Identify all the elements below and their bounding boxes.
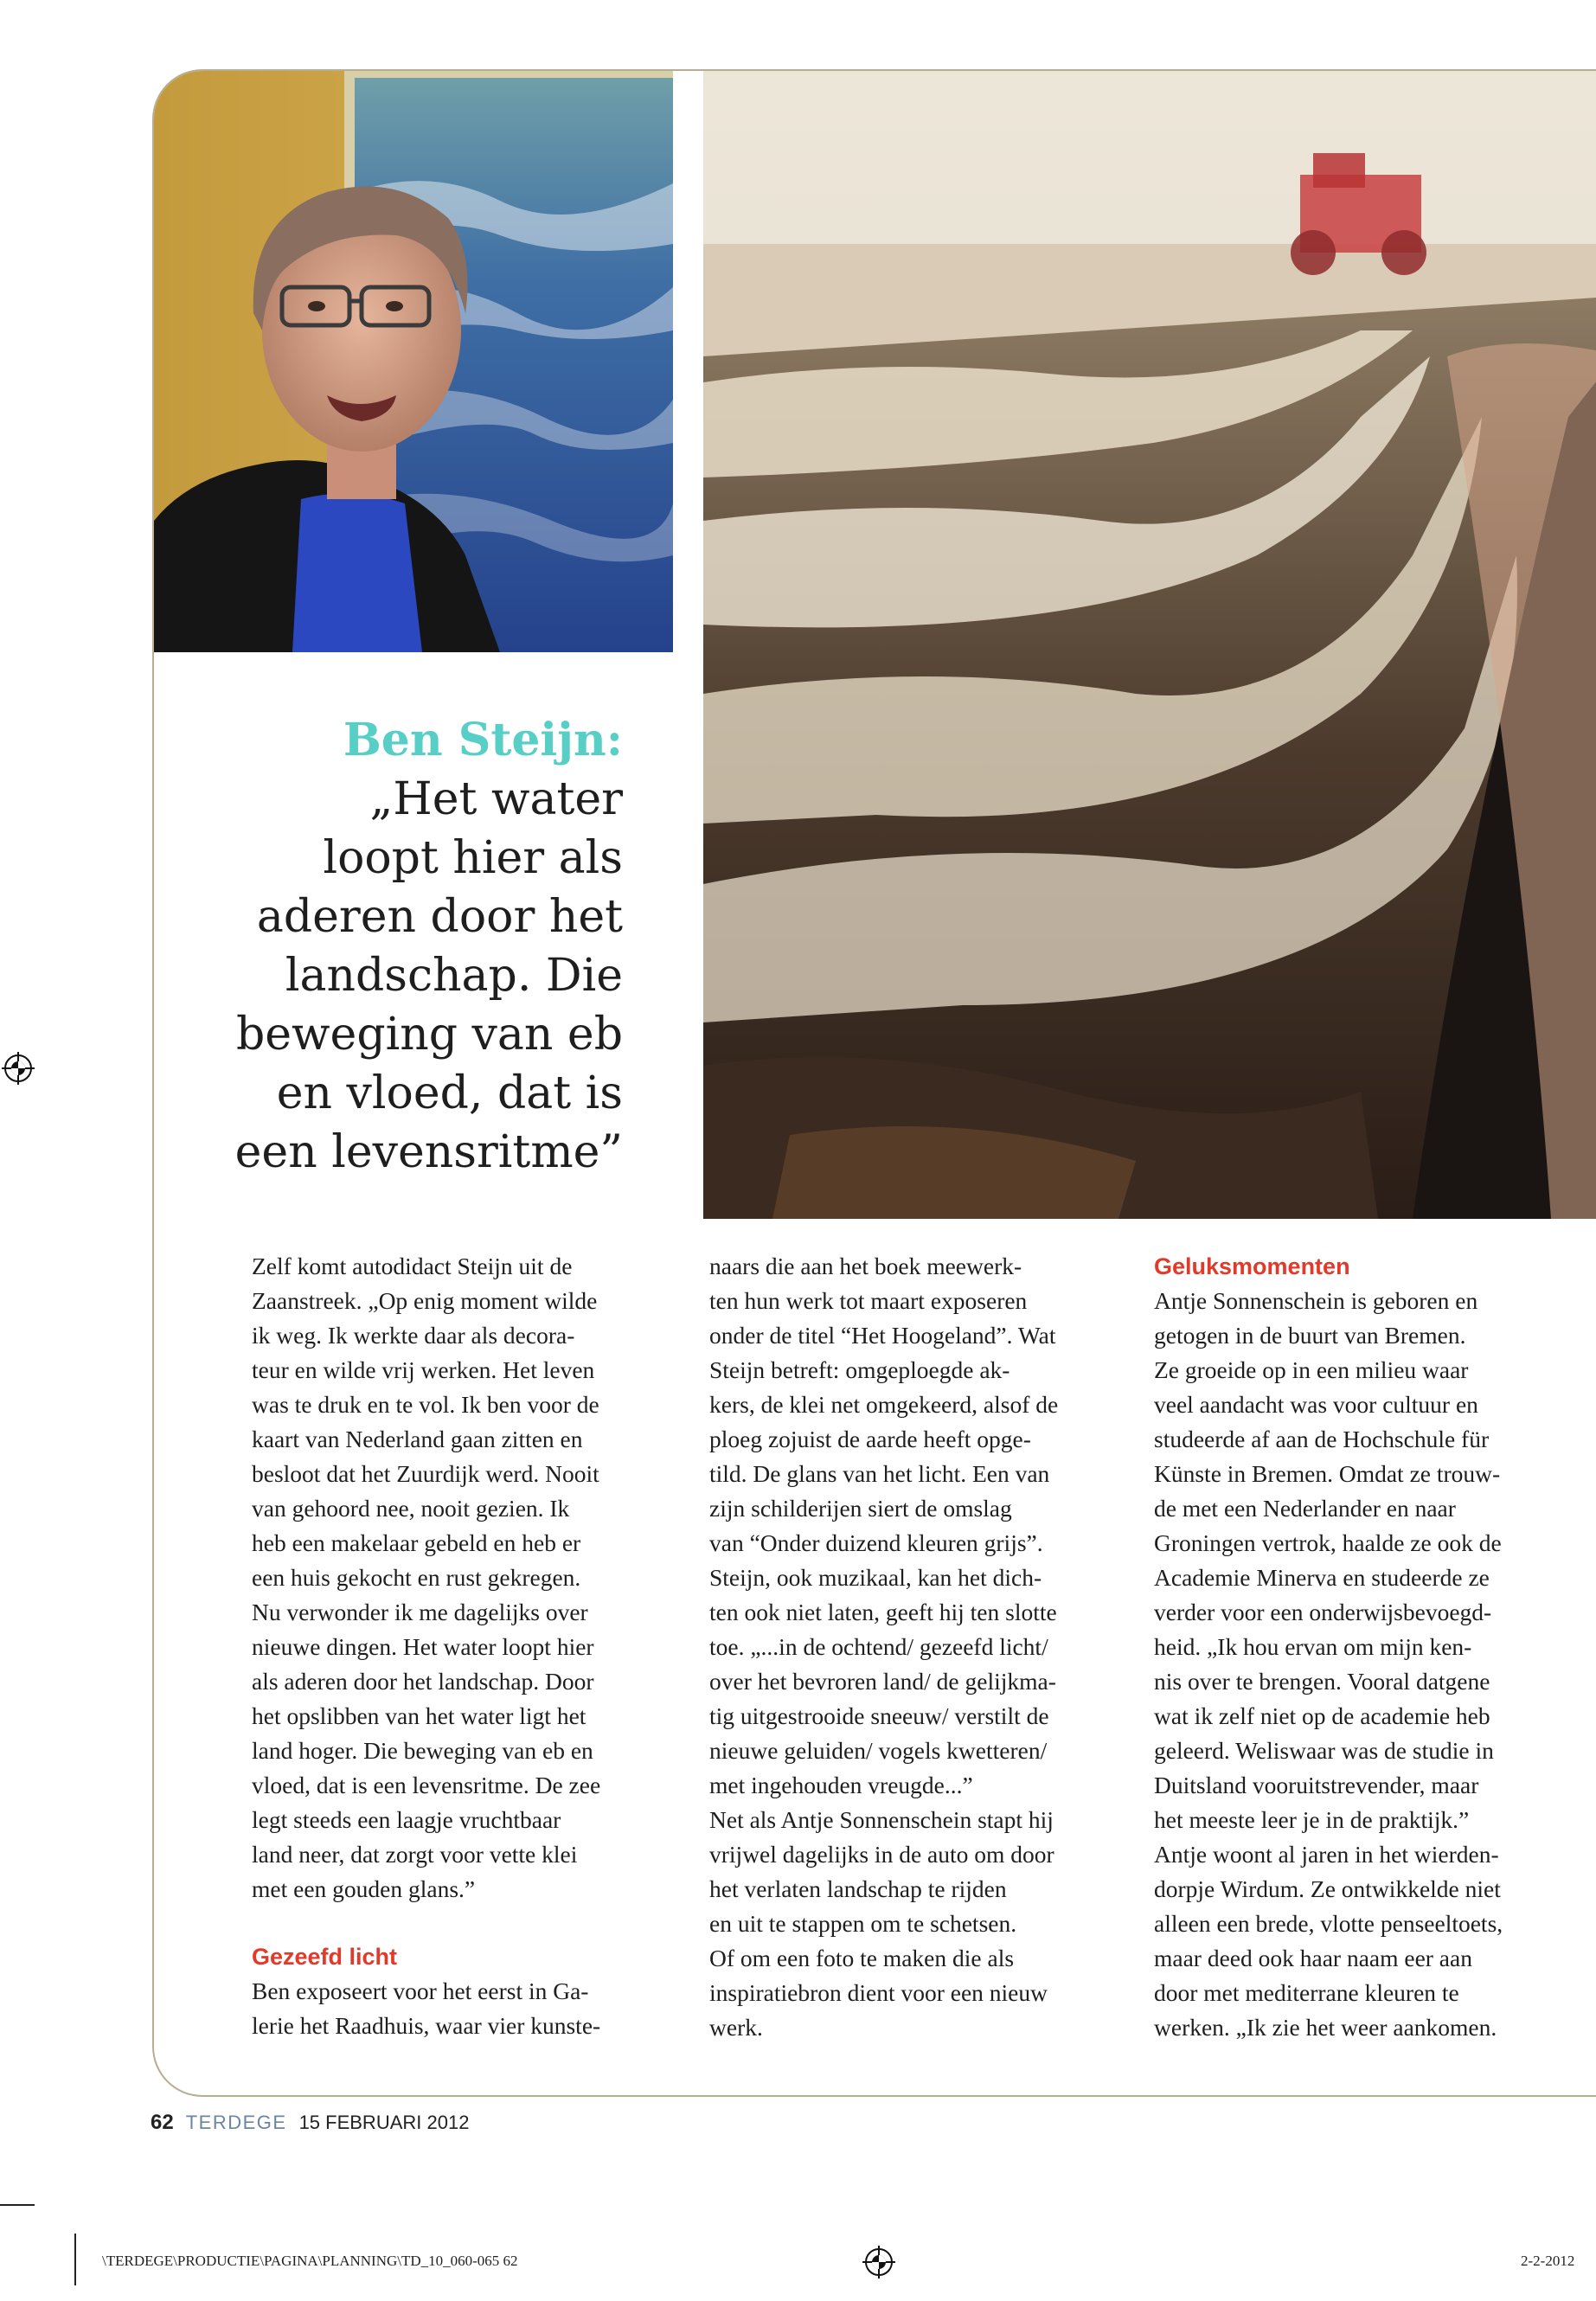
body-line: kers, de klei net omgekeerd, alsof de	[709, 1391, 1059, 1418]
body-line: geleerd. Weliswaar was de studie in	[1154, 1737, 1494, 1764]
quote-speaker: Ben Steijn:	[343, 714, 623, 766]
body-line: land hoger. Die beweging van eb en	[252, 1737, 593, 1764]
quote-line: „Het water	[369, 773, 623, 825]
body-line: het meeste leer je in de praktijk.”	[1154, 1806, 1470, 1833]
body-line: Künste in Bremen. Omdat ze trouw-	[1154, 1460, 1501, 1487]
body-line: Antje woont al jaren in het wierden-	[1154, 1841, 1499, 1868]
body-line: Net als Antje Sonnenschein stapt hij	[709, 1806, 1054, 1833]
quote-line: beweging van eb	[235, 1009, 623, 1061]
body-line: alleen een brede, vlotte penseeltoets,	[1154, 1910, 1503, 1937]
article-column-2	[709, 1249, 1146, 2045]
body-line: Zaanstreek. „Op enig moment wilde	[252, 1287, 598, 1314]
painting-illustration	[703, 71, 1596, 1219]
body-line: werk.	[709, 2014, 763, 2041]
body-line: teur en wilde vrij werken. Het leven	[252, 1356, 595, 1383]
pull-quote	[190, 711, 623, 1182]
body-line: Zelf komt autodidact Steijn uit de	[252, 1253, 573, 1279]
body-line: naars die aan het boek meewerk-	[709, 1253, 1022, 1279]
body-line: met een gouden glans.”	[252, 1875, 476, 1902]
body-line: door met mediterrane kleuren te	[1154, 1979, 1459, 2006]
body-line: verder voor een onderwijsbevoegd-	[1154, 1599, 1492, 1625]
paragraph-spacer	[252, 1907, 689, 1939]
magazine-name: TERDEGE	[185, 2112, 287, 2133]
print-slug-date: 2-2-2012	[1521, 2253, 1575, 2269]
body-line: Of om een foto te maken die als	[709, 1945, 1015, 1971]
body-line: Ze groeide op in een milieu waar	[1154, 1356, 1469, 1383]
body-line: dorpje Wirdum. Ze ontwikkelde niet	[1154, 1875, 1501, 1902]
body-line: heid. „Ik hou ervan om mijn ken-	[1154, 1633, 1472, 1660]
article-column-1	[252, 1249, 689, 2043]
body-line: kaart van Nederland gaan zitten en	[252, 1426, 583, 1452]
print-slug-path: \TERDEGE\PRODUCTIE\PAGINA\PLANNING\TD_10_060-065 62	[102, 2253, 518, 2269]
page-number: 62	[151, 2111, 174, 2134]
body-line: inspiratiebron dient voor een nieuw	[709, 1979, 1048, 2006]
body-line: Ben exposeert voor het eerst in Ga-	[252, 1977, 589, 2004]
page-footer	[151, 2111, 469, 2135]
body-line: Steijn, ook muzikaal, kan het dich-	[709, 1564, 1042, 1591]
body-line: nieuwe dingen. Het water loopt hier	[252, 1633, 594, 1660]
body-line: zijn schilderijen siert de omslag	[709, 1495, 1012, 1522]
body-line: het verlaten landschap te rijden	[709, 1875, 1007, 1902]
body-line: Duitsland vooruitstrevender, maar	[1154, 1772, 1479, 1798]
body-line: ten ook niet laten, geeft hij ten slotte	[709, 1599, 1057, 1625]
body-line: tig uitgestrooide sneeuw/ verstilt de	[709, 1702, 1049, 1729]
body-line: van gehoord nee, nooit gezien. Ik	[252, 1495, 570, 1522]
body-line: werken. „Ik zie het weer aankomen.	[1154, 2014, 1497, 2041]
body-line: de met een Nederlander en naar	[1154, 1495, 1456, 1522]
registration-mark-icon	[2, 1052, 35, 1085]
body-line: als aderen door het landschap. Door	[252, 1668, 594, 1695]
body-line: nieuwe geluiden/ vogels kwetteren/	[709, 1737, 1048, 1764]
body-line: getogen in de buurt van Bremen.	[1154, 1322, 1466, 1349]
body-line: onder de titel “Het Hoogeland”. Wat	[709, 1322, 1056, 1349]
body-line: Groningen vertrok, haalde ze ook de	[1154, 1529, 1502, 1556]
body-line: met ingehouden vreugde...”	[709, 1772, 973, 1798]
quote-line: en vloed, dat is	[276, 1067, 623, 1119]
trim-mark	[74, 2234, 76, 2285]
quote-line: een levensritme”	[234, 1126, 623, 1178]
body-line: heb een makelaar gebeld en heb er	[252, 1529, 581, 1556]
body-line: Academie Minerva en studeerde ze	[1154, 1564, 1490, 1591]
portrait-photo	[154, 71, 673, 652]
quote-line: aderen door het	[256, 891, 623, 943]
issue-date: 15 FEBRUARI 2012	[298, 2112, 470, 2133]
body-line: tild. De glans van het licht. Een van	[709, 1460, 1050, 1487]
body-line: legt steeds een laagje vruchtbaar	[252, 1806, 561, 1833]
trim-mark	[0, 2204, 35, 2206]
body-line: studeerde af aan de Hochschule für	[1154, 1426, 1490, 1452]
body-line: land neer, dat zorgt voor vette klei	[252, 1841, 578, 1868]
body-line: ik weg. Ik werkte daar als decora-	[252, 1322, 575, 1349]
body-line: wat ik zelf niet op de academie heb	[1154, 1702, 1490, 1729]
body-line: ploeg zojuist de aarde heeft opge-	[709, 1426, 1031, 1452]
subhead-gezeefd-licht: Gezeefd licht	[252, 1944, 398, 1970]
portrait-photo-illustration	[154, 71, 673, 652]
body-line: het opslibben van het water ligt het	[252, 1702, 586, 1729]
body-line: besloot dat het Zuurdijk werd. Nooit	[252, 1460, 599, 1487]
body-line: Nu verwonder ik me dagelijks over	[252, 1599, 588, 1625]
body-line: een huis gekocht en rust gekregen.	[252, 1564, 581, 1591]
body-line: ten hun werk tot maart exposeren	[709, 1287, 1028, 1314]
body-line: over het bevroren land/ de gelijkma-	[709, 1668, 1056, 1695]
article-column-3	[1154, 1249, 1591, 2045]
body-line: Antje Sonnenschein is geboren en	[1154, 1287, 1478, 1314]
body-line: Steijn betreft: omgeploegde ak-	[709, 1356, 1010, 1383]
body-line: lerie het Raadhuis, waar vier kunste-	[252, 2012, 601, 2039]
body-line: maar deed ook haar naam eer aan	[1154, 1945, 1472, 1971]
registration-mark-icon	[862, 2246, 895, 2279]
body-line: van “Onder duizend kleuren grijs”.	[709, 1529, 1043, 1556]
body-line: toe. „...in de ochtend/ gezeefd licht/	[709, 1633, 1048, 1660]
body-line: vloed, dat is een levensritme. De zee	[252, 1772, 601, 1798]
painting-plowed-field	[703, 71, 1596, 1219]
body-line: nis over te brengen. Vooral datgene	[1154, 1668, 1490, 1695]
quote-line: loopt hier als	[323, 832, 623, 884]
quote-line: landschap. Die	[285, 950, 623, 1002]
body-line: veel aandacht was voor cultuur en	[1154, 1391, 1478, 1418]
body-line: vrijwel dagelijks in de auto om door	[709, 1841, 1054, 1868]
body-line: was te druk en te vol. Ik ben voor de	[252, 1391, 599, 1418]
body-line: en uit te stappen om te schetsen.	[709, 1910, 1017, 1937]
subhead-geluksmomenten: Geluksmomenten	[1154, 1253, 1350, 1279]
